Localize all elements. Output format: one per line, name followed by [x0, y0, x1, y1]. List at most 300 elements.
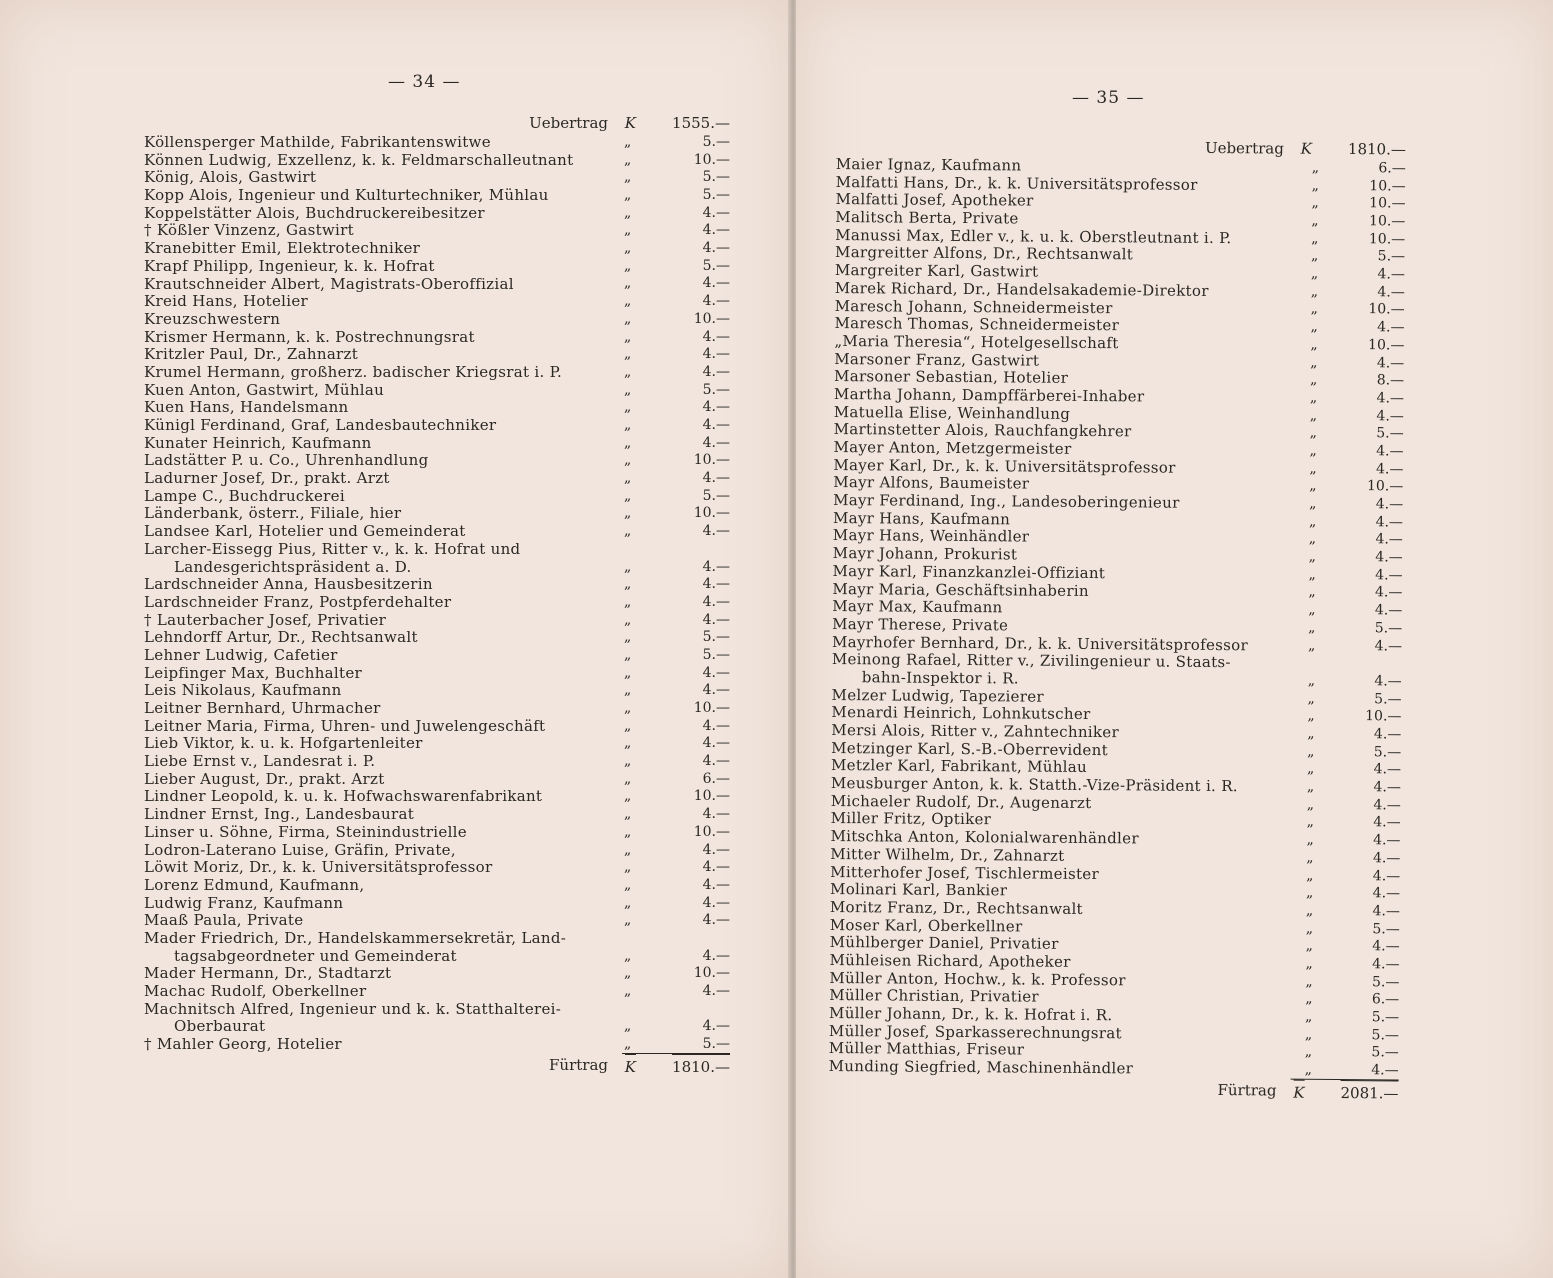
entry-amount: 4.— — [1372, 903, 1400, 920]
entry-name-continuation: Oberbaurat — [174, 1017, 266, 1036]
entry-name — [144, 806, 614, 824]
entry-name — [144, 169, 614, 187]
entry-name-line: Krismer Hermann, k. k. Postrechnungsrat — [144, 327, 475, 346]
entry-name — [144, 452, 614, 470]
entry-amount: 5.— — [702, 381, 730, 398]
entry-name-line: Mayrhofer Bernhard, Dr., k. k. Universitätsprofessor — [831, 632, 1249, 654]
ditto-mark: „ — [1305, 937, 1313, 955]
ditto-mark: „ — [1310, 336, 1318, 353]
entry-amount: 4.— — [1375, 567, 1403, 584]
entry-name — [144, 505, 614, 523]
entry-amount: 4.— — [1374, 673, 1402, 690]
entry-name-line: Mayr Max, Kaufmann — [832, 597, 1003, 617]
ditto-mark: „ — [1310, 265, 1319, 282]
entry-name-line: Marsoner Sebastian, Hotelier — [834, 367, 1069, 388]
entry-amount: 10.— — [693, 151, 730, 168]
entry-name-line: Löwit Moriz, Dr., k. k. Universitätsprofessor — [144, 858, 493, 877]
entry-name-line: Müller Matthias, Friseur — [828, 1039, 1025, 1059]
page-number: — 34 — — [388, 72, 461, 92]
list-item — [144, 222, 730, 240]
ditto-mark: „ — [624, 346, 632, 363]
currency-symbol: K — [625, 1054, 636, 1078]
ditto-mark: „ — [1306, 761, 1315, 778]
entry-name — [144, 258, 614, 276]
entry-amount: 4.— — [702, 859, 730, 876]
entry-amount: 4.— — [702, 912, 730, 929]
entry-amount: 4.— — [1375, 460, 1404, 478]
ditto-mark: „ — [1304, 1026, 1313, 1043]
carry-over-row — [144, 112, 730, 134]
entry-amount: 8.— — [1376, 372, 1405, 389]
ditto-mark: „ — [624, 859, 632, 876]
entry-amount: 10.— — [1368, 337, 1405, 354]
ditto-mark: „ — [624, 717, 632, 734]
entry-amount: 4.— — [1375, 549, 1403, 566]
entry-name — [144, 240, 614, 258]
ditto-mark: „ — [624, 399, 632, 416]
list-item — [144, 647, 730, 665]
entry-name-line: Lehndorff Artur, Dr., Rechtsanwalt — [144, 628, 418, 647]
entry-name — [144, 399, 614, 417]
entry-amount: 6.— — [1371, 991, 1400, 1008]
ditto-mark: „ — [1309, 442, 1317, 459]
entry-amount: 5.— — [702, 629, 730, 646]
entry-amount: 5.— — [1377, 248, 1406, 265]
entry-name — [144, 346, 614, 364]
entry-name-line: Müller Josef, Sparkasserechnungsrat — [828, 1021, 1122, 1042]
entry-name-line: Maaß Paula, Private — [144, 911, 304, 930]
entry-amount: 4.— — [702, 558, 730, 575]
entry-name-line: Ladurner Josef, Dr., prakt. Arzt — [144, 469, 390, 488]
ditto-mark: „ — [624, 894, 632, 911]
entry-name-line: Kranebitter Emil, Elektrotechniker — [144, 239, 421, 258]
ditto-mark: „ — [1306, 778, 1315, 795]
list-item — [144, 329, 730, 347]
ditto-mark: „ — [624, 611, 632, 628]
entry-amount: 5.— — [702, 646, 730, 663]
entry-name-line: Müller Johann, Dr., k. k. Hofrat i. R. — [829, 1003, 1113, 1025]
entry-name-line: Kuen Hans, Handelsmann — [144, 398, 349, 417]
entry-name-line: Kopp Alois, Ingenieur und Kulturtechniker, Mühlau — [144, 186, 549, 205]
entry-name-continuation: bahn-Inspektor i. R. — [861, 668, 1019, 688]
list-item — [144, 1036, 730, 1054]
entry-name — [144, 700, 614, 718]
entry-amount: 4.— — [1377, 319, 1405, 336]
list-item — [144, 152, 730, 170]
entry-name-line: Kunater Heinrich, Kaufmann — [144, 433, 372, 452]
ditto-mark: „ — [1307, 690, 1315, 707]
entry-name-line: Metzler Karl, Fabrikant, Mühlau — [830, 756, 1088, 777]
entry-list — [828, 134, 1406, 1102]
entry-name — [144, 753, 614, 771]
entry-amount: 10.— — [1369, 177, 1406, 195]
ditto-mark: „ — [1310, 354, 1318, 371]
ditto-mark: „ — [624, 487, 632, 504]
right-page — [796, 0, 1553, 1278]
ditto-mark: „ — [1308, 566, 1316, 583]
list-item — [144, 576, 730, 594]
entry-amount: 4.— — [1373, 814, 1401, 831]
ditto-mark: „ — [624, 735, 632, 752]
entry-name-line: Mayr Hans, Kaufmann — [832, 508, 1011, 529]
ditto-mark: „ — [624, 151, 632, 168]
ditto-mark: „ — [624, 788, 632, 805]
ditto-mark: „ — [1305, 991, 1313, 1008]
ditto-mark: „ — [624, 646, 632, 663]
entry-name — [144, 612, 614, 630]
entry-name-line: Miller Fritz, Optiker — [830, 809, 992, 829]
entry-amount: 10.— — [1366, 478, 1404, 495]
entry-amount: 4.— — [702, 593, 730, 610]
entry-name — [144, 152, 614, 170]
entry-name-line: Metzinger Karl, S.-B.-Oberrevident — [831, 738, 1109, 759]
entry-amount: 5.— — [702, 169, 730, 186]
entry-amount: 4.— — [702, 682, 730, 699]
entry-name — [144, 382, 614, 400]
entry-name-line: Lindner Leopold, k. u. k. Hofwachswarenfabrikant — [144, 787, 543, 806]
entry-name-line: Mersi Alois, Ritter v., Zahntechniker — [831, 720, 1120, 742]
ditto-mark: „ — [624, 629, 632, 646]
ditto-mark: „ — [1307, 708, 1315, 725]
list-item — [144, 753, 730, 771]
ditto-mark: „ — [1310, 318, 1318, 335]
entry-amount: 4.— — [1371, 1062, 1399, 1079]
ditto-mark: „ — [624, 983, 632, 1000]
carry-forward-row — [828, 1076, 1398, 1102]
entry-amount: 4.— — [702, 470, 730, 487]
ditto-mark: „ — [624, 576, 632, 593]
entry-name-line: † Kößler Vinzenz, Gastwirt — [144, 221, 354, 240]
entry-amount: 10.— — [693, 965, 730, 982]
entry-name-line: Margreiter Karl, Gastwirt — [834, 261, 1039, 281]
entry-name-line: Köllensperger Mathilde, Fabrikantenswitwe — [144, 133, 491, 151]
list-item — [144, 806, 730, 824]
list-item — [144, 293, 730, 311]
entry-name-line: † Lauterbacher Josef, Privatier — [144, 610, 387, 629]
entry-amount: 4.— — [702, 222, 730, 239]
entry-amount: 4.— — [702, 275, 730, 292]
currency-symbol: K — [624, 114, 636, 132]
entry-name-line: Mader Hermann, Dr., Stadtarzt — [144, 964, 392, 983]
list-item — [832, 651, 1402, 691]
ditto-mark: „ — [624, 222, 632, 239]
ditto-mark: „ — [1308, 601, 1316, 618]
entry-amount: 4.— — [1377, 284, 1405, 301]
ditto-mark: „ — [1308, 513, 1317, 530]
entry-name — [144, 470, 614, 488]
currency-symbol: K — [1293, 1079, 1304, 1103]
list-item — [144, 169, 730, 187]
entry-amount: 4.— — [702, 576, 730, 593]
entry-name-line: Ludwig Franz, Kaufmann — [144, 893, 344, 912]
entry-name — [144, 187, 614, 205]
ditto-mark: „ — [624, 434, 632, 451]
entry-amount: 10.— — [693, 700, 730, 716]
entry-name-line: Malfatti Josef, Apotheker — [835, 190, 1034, 210]
list-item — [144, 594, 730, 612]
entry-name-line: Mitter Wilhelm, Dr., Zahnarzt — [830, 844, 1065, 865]
entry-amount: 4.— — [702, 416, 730, 433]
ditto-mark: „ — [624, 470, 632, 487]
entry-name-line: Linser u. Söhne, Firma, Steinindustrielle — [144, 822, 467, 841]
list-item — [144, 682, 730, 700]
ditto-mark: „ — [624, 452, 632, 469]
ditto-mark: „ — [1309, 425, 1317, 442]
entry-amount: 5.— — [1372, 920, 1400, 938]
list-item — [144, 276, 730, 294]
entry-amount: 10.— — [693, 788, 730, 805]
entry-amount: 4.— — [702, 434, 730, 451]
ditto-mark: „ — [1310, 371, 1318, 389]
entry-amount: 10.— — [693, 310, 730, 327]
ditto-mark: „ — [1311, 212, 1319, 229]
list-item — [144, 735, 730, 753]
entry-amount: 4.— — [702, 947, 730, 964]
entry-name — [144, 311, 614, 329]
entry-name — [144, 364, 614, 382]
entry-name-line: Mitterhofer Josef, Tischlermeister — [830, 862, 1100, 883]
list-item — [144, 700, 730, 718]
entry-name-line: Martinstetter Alois, Rauchfangkehrer — [833, 420, 1132, 441]
ditto-mark: „ — [1305, 1008, 1313, 1025]
entry-name-line: Meinong Rafael, Ritter v., Zivilingenieur u. Staats- — [831, 650, 1231, 672]
ditto-mark: „ — [624, 912, 632, 929]
entry-amount: 4.— — [1375, 496, 1404, 513]
entry-name — [144, 329, 614, 347]
entry-name-line: Leis Nikolaus, Kaufmann — [144, 681, 342, 700]
entry-name-line: Kritzler Paul, Dr., Zahnarzt — [144, 345, 359, 364]
entry-name — [144, 788, 614, 806]
ditto-mark: „ — [1307, 725, 1315, 742]
entry-amount: 6.— — [1378, 160, 1406, 177]
entry-name — [144, 895, 614, 913]
entry-name — [144, 965, 614, 983]
entry-name-line: Mühleisen Richard, Apotheker — [829, 950, 1071, 971]
ditto-mark: „ — [624, 841, 632, 858]
entry-amount: 5.— — [702, 133, 730, 150]
ditto-mark: „ — [624, 965, 632, 982]
entry-name-line: Marek Richard, Dr., Handelsakademie-Direktor — [834, 278, 1209, 300]
entry-amount: 4.— — [1374, 637, 1403, 655]
ditto-mark: „ — [624, 416, 632, 433]
entry-name — [144, 1001, 614, 1036]
entry-name — [144, 417, 614, 435]
list-item — [144, 983, 730, 1001]
entry-amount: 10.— — [1368, 301, 1405, 318]
entry-name-line: Meusburger Anton, k. k. Statth.-Vize-Präsident i. R. — [830, 774, 1238, 796]
ditto-mark: „ — [624, 664, 632, 681]
ditto-mark: „ — [624, 593, 632, 610]
entry-amount: 10.— — [1368, 230, 1406, 248]
entry-name-line: Maresch Johann, Schneidermeister — [834, 296, 1113, 317]
entry-name-line: Länderbank, österr., Filiale, hier — [144, 504, 402, 523]
list-item — [144, 629, 730, 647]
ditto-mark: „ — [1308, 584, 1316, 601]
entry-amount: 5.— — [1371, 1044, 1399, 1061]
ditto-mark: „ — [624, 523, 632, 540]
entry-amount: 5.— — [1373, 743, 1402, 761]
entry-name — [144, 718, 614, 736]
entry-amount: 4.— — [702, 1018, 730, 1035]
entry-name-line: Molinari Karl, Bankier — [829, 880, 1008, 900]
carry-forward-amount: 2081.— — [1340, 1080, 1398, 1104]
entry-amount: 4.— — [1376, 407, 1404, 425]
entry-amount: 4.— — [702, 664, 730, 681]
entry-amount: 4.— — [702, 876, 730, 893]
entry-amount: 4.— — [1374, 584, 1403, 601]
entry-name — [144, 682, 614, 700]
entry-amount: 5.— — [702, 487, 730, 504]
ditto-mark: „ — [624, 204, 632, 221]
entry-name-line: Mayr Alfons, Baumeister — [833, 473, 1030, 493]
entry-amount: 4.— — [1372, 885, 1401, 902]
entry-name-line: Menardi Heinrich, Lohnkutscher — [831, 703, 1091, 724]
ditto-mark: „ — [1305, 884, 1314, 901]
entry-amount: 5.— — [1374, 620, 1403, 637]
list-item — [144, 346, 730, 364]
entry-name-line: Michaeler Rudolf, Dr., Augenarzt — [830, 791, 1092, 812]
entry-amount: 4.— — [1373, 779, 1401, 796]
entry-amount: 4.— — [1374, 602, 1403, 619]
entry-amount: 4.— — [1372, 956, 1400, 973]
list-item — [144, 541, 730, 576]
entry-name-line: Matuella Elise, Weinhandlung — [833, 402, 1071, 423]
entry-amount: 5.— — [702, 1036, 730, 1053]
entry-amount: 4.— — [702, 717, 730, 734]
entry-name-line: Ladstätter P. u. Co., Uhrenhandlung — [144, 451, 429, 470]
entry-name-line: „Maria Theresia“, Hotelgesellschaft — [834, 331, 1119, 353]
entry-name-line: Lardschneider Anna, Hausbesitzerin — [144, 575, 433, 594]
ditto-mark: „ — [624, 806, 632, 823]
ditto-mark: „ — [624, 770, 632, 787]
entry-name-line: Mitschka Anton, Kolonialwarenhändler — [830, 827, 1139, 848]
entry-amount: 10.— — [1369, 213, 1406, 230]
entry-amount: 5.— — [702, 257, 730, 274]
ditto-mark: „ — [1311, 195, 1319, 212]
ditto-mark: „ — [624, 240, 632, 257]
ditto-mark: „ — [624, 169, 632, 186]
list-item — [144, 718, 730, 736]
carry-over-label: Uebertrag — [1204, 138, 1284, 158]
list-item — [144, 399, 730, 417]
entry-name-line: Lorenz Edmund, Kaufmann, — [144, 875, 365, 894]
entry-name-continuation: tagsabgeordneter und Gemeinderat — [174, 946, 457, 965]
entry-amount: 4.— — [702, 735, 730, 752]
entry-name-line: Müller Christian, Privatier — [829, 986, 1039, 1006]
ditto-mark: „ — [1310, 283, 1319, 300]
entry-name — [144, 134, 614, 152]
carry-forward-row — [144, 1054, 730, 1076]
entry-amount: 4.— — [702, 346, 730, 363]
entry-name — [144, 877, 614, 895]
entry-amount: 4.— — [1377, 266, 1405, 283]
carry-over-amount: 1810.— — [1347, 140, 1406, 159]
entry-name-line: Moritz Franz, Dr., Rechtsanwalt — [829, 897, 1083, 918]
list-item — [144, 435, 730, 453]
ditto-mark: „ — [624, 823, 632, 840]
entry-amount: 10.— — [693, 452, 730, 469]
entry-name-line: Lardschneider Franz, Postpferdehalter — [144, 592, 452, 611]
entry-amount: 4.— — [702, 894, 730, 911]
carry-forward-label: Fürtrag — [549, 1055, 608, 1074]
entry-name — [144, 576, 614, 594]
entry-name-line: Lieb Viktor, k. u. k. Hofgartenleiter — [144, 734, 423, 753]
ditto-mark: „ — [1306, 814, 1314, 831]
list-item — [144, 930, 730, 965]
ditto-mark: „ — [1308, 619, 1316, 636]
ditto-mark: „ — [624, 257, 632, 274]
list-item — [144, 470, 730, 488]
entry-name — [144, 842, 614, 860]
list-item — [144, 364, 730, 382]
entry-name — [144, 665, 614, 683]
entry-amount: 4.— — [1373, 726, 1402, 743]
list-item — [144, 895, 730, 913]
entry-amount: 10.— — [693, 505, 730, 522]
entry-name-line: Leitner Maria, Firma, Uhren- und Juwelengeschäft — [144, 716, 546, 735]
entry-name-line: Maier Ignaz, Kaufmann — [835, 154, 1022, 175]
entry-name — [144, 222, 614, 240]
list-item — [144, 788, 730, 806]
entry-name-line: Mayr Hans, Weinhändler — [832, 526, 1030, 546]
ditto-mark: „ — [624, 876, 632, 893]
entry-name — [144, 647, 614, 665]
carry-over-label: Uebertrag — [529, 114, 608, 132]
ditto-mark: „ — [1305, 920, 1314, 937]
ditto-mark: „ — [624, 753, 632, 770]
ditto-mark: „ — [624, 947, 632, 964]
carry-forward-label: Fürtrag — [1217, 1080, 1277, 1100]
entry-name — [144, 435, 614, 453]
entry-amount: 5.— — [1371, 973, 1400, 991]
entry-name-line: Landsee Karl, Hotelier und Gemeinderat — [144, 522, 466, 541]
ditto-mark: „ — [1307, 637, 1316, 654]
ditto-mark: „ — [624, 328, 632, 345]
entry-name-line: Mayer Anton, Metzgermeister — [833, 437, 1072, 458]
ditto-mark: „ — [624, 700, 632, 716]
entry-name-line: Larcher-Eissegg Pius, Ritter v., k. k. Hofrat und — [144, 539, 521, 558]
entry-name-line: Mader Friedrich, Dr., Handelskammersekretär, Land- — [144, 928, 567, 947]
list-item — [144, 505, 730, 523]
entry-name-line: Lehner Ludwig, Cafetier — [144, 645, 338, 664]
entry-amount: 5.— — [702, 187, 730, 204]
entry-amount: 4.— — [1375, 531, 1403, 548]
list-item — [144, 452, 730, 470]
entry-amount: 4.— — [1373, 761, 1402, 778]
entry-amount: 4.— — [702, 293, 730, 310]
list-item — [144, 771, 730, 789]
entry-name-line: Lodron-Laterano Luise, Gräfin, Private, — [144, 840, 456, 859]
entry-name-line: Mühlberger Daniel, Privatier — [829, 933, 1059, 954]
entry-name-line: Lampe C., Buchdruckerei — [144, 486, 345, 505]
list-item — [144, 1001, 730, 1036]
entry-amount: 6.— — [702, 770, 730, 787]
ditto-mark: „ — [624, 187, 632, 204]
ditto-mark: „ — [1306, 849, 1314, 866]
entry-name-line: Maresch Thomas, Schneidermeister — [834, 314, 1120, 335]
entry-name — [144, 488, 614, 506]
entry-name-line: Krautschneider Albert, Magistrats-Oberoffizial — [144, 274, 514, 293]
list-item — [144, 859, 730, 877]
ditto-mark: „ — [1304, 1044, 1313, 1061]
entry-amount: 4.— — [1372, 867, 1401, 884]
ditto-mark: „ — [1311, 230, 1319, 247]
entry-name — [144, 523, 614, 541]
entry-name-line: Können Ludwig, Exzellenz, k. k. Feldmarschalleutnant — [144, 150, 574, 169]
entry-amount: 4.— — [1375, 513, 1404, 531]
currency-symbol: K — [1300, 139, 1312, 158]
entry-rows — [144, 134, 730, 1054]
